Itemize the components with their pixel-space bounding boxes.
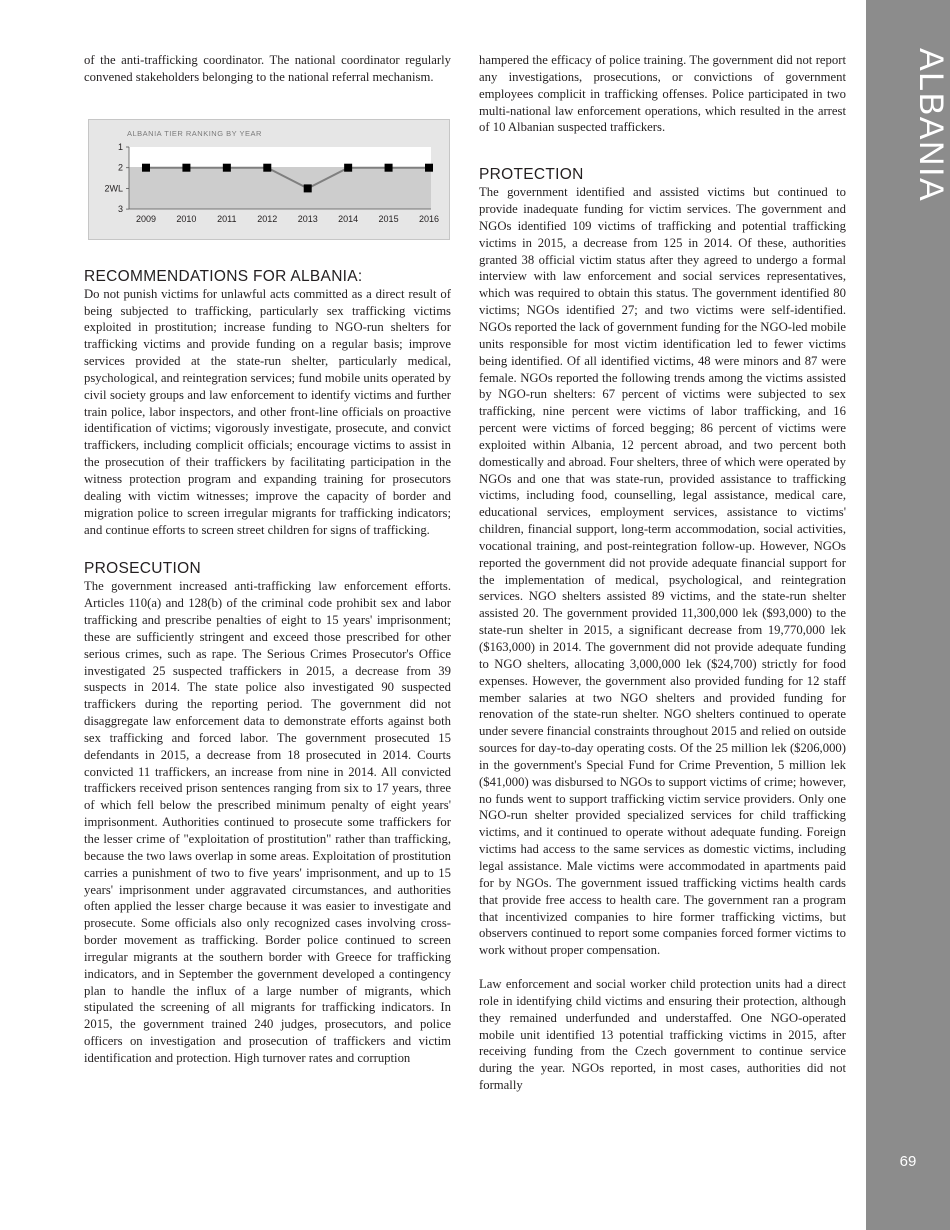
chart-x-tick-label: 2011: [217, 213, 237, 224]
chart-x-tick-label: 2012: [257, 213, 278, 224]
chart-x-tick-label: 2015: [378, 213, 399, 224]
chart-x-tick-label: 2010: [176, 213, 197, 224]
chart-y-tick-label: 2WL: [104, 183, 123, 194]
chart-marker: [344, 163, 352, 171]
chart-marker: [385, 163, 393, 171]
chart-y-tick-label: 1: [117, 141, 123, 152]
right-column: [479, 52, 846, 1094]
chart-x-tick-label: 2009: [135, 213, 157, 224]
continuation-paragraph: hampered the efficacy of police training. The government did not report any investigations, prosecutions, or convictions of government employees complicit in trafficking offenses. Police participated in two multi-national law enforcement operations, which resulted in the arrest of 10 Albanian suspected traffickers.: [479, 53, 846, 135]
chart-marker: [142, 163, 150, 171]
prosecution-heading: PROSECUTION: [84, 560, 201, 578]
page-number: 69: [899, 1153, 917, 1170]
country-tab-label: ALBANIA: [912, 48, 950, 203]
chart-title: ALBANIA TIER RANKING BY YEAR: [127, 128, 262, 138]
protection-paragraph-2: Law enforcement and social worker child protection units had a direct role in identifying child victims and ensuring their protection, although they remained underfunded and understaffed. One NGO-operated mobile unit identified 13 potential trafficking victims in 2015, after receiving funding from the Czech government to continue service during the year. NGOs reported, in most cases, authorities did not formally: [479, 977, 846, 1093]
chart-marker: [182, 163, 190, 171]
chart-x-tick-label: 2014: [338, 213, 359, 224]
tier-ranking-chart: [88, 119, 450, 240]
chart-marker: [263, 163, 271, 171]
country-tab: [878, 42, 950, 242]
recommendations-heading: RECOMMENDATIONS FOR ALBANIA:: [84, 267, 363, 285]
chart-x-ticks: [136, 214, 439, 224]
chart-x-tick-label: 2016: [418, 213, 440, 224]
recommendations-paragraph: Do not punish victims for unlawful acts committed as a direct result of being subjected to trafficking, particularly sex trafficking victims exploited in prostitution; increase funding to NGO-run shelters for trafficking victims and provide funding on a regular basis; improve services provided at the state-run shelter, particularly medical, psychological, and reintegration services; fund mobile units operated by civil society groups and law enforcement to identify victims and further train police, labor inspectors, and other front-line officials on proactive identification of victims; vigorously investigate, prosecute, and convict traffickers, including complicit officials; encourage victims to assist in the prosecution of their traffickers by facilitating participation in the witness protection program and expanding training for prosecutors dealing with victim witnesses; improve the capacity of border and migration police to screen irregular migrants for trafficking indicators; and continue efforts to screen street children for signs of trafficking.: [84, 286, 451, 537]
chart-band-2wl-to-3: [129, 188, 431, 209]
protection-heading: PROTECTION: [479, 166, 584, 184]
chart-y-tick-label: 2: [117, 162, 123, 173]
chart-marker: [223, 163, 231, 171]
tier-ranking-chart-svg: [89, 120, 451, 241]
chart-y-tick-label: 3: [117, 203, 123, 214]
intro-paragraph: of the anti-trafficking coordinator. The national coordinator regularly convened stakeholders belonging to the national referral mechanism.: [84, 53, 451, 84]
protection-paragraph-1: The government identified and assisted victims but continued to provide inadequate funding for victim services. The government and NGOs identified 109 victims of trafficking and potential trafficking victims in 2015, a decrease from 125 in 2014. Of these, authorities granted 38 official victim status after they agreed to undergo a formal interview with law enforcement and social services representatives, which was required to obtain this status. The government identified 80 victims; NGOs identified 27; and two victims were self-identified. NGOs reported the lack of government funding for the NGO-led mobile units responsible for most victim identification led to fewer victims being identified. Of all identified victims, 48 were minors and 87 were female. NGOs reported the following trends among the victims assisted by NGO-run shelters: 67 percent of victims were subjected to sex trafficking, nine percent were victims of labor trafficking, and 16 percent were victims of forced begging; 86 percent of victims were exploited within Albania, 12 percent abroad, and two percent both domestically and abroad. Four shelters, three of which were operated by NGOs and one that was state-run, provided assistance to trafficking victims, including food, counselling, legal assistance, medical care, educational services, employment services, assistance to victims' children, financial support, long-term accommodation, social activities, vocational training, and post-reintegration follow-up. However, NGOs reported the government did not provide adequate financial support for the implementation of medical, psychological, and reintegration services. NGO shelters assisted 89 victims, and the state-run shelter assisted 20. The government provided 11,300,000 lek ($93,000) to the state-run shelter in 2015, a significant decrease from 19,770,000 lek ($163,000) in 2014. The government did not provide adequate funding to NGO shelters, allocating 3,000,000 lek ($24,700) strictly for food expenses. However, the government also provided funding for 12 staff member salaries at two NGO shelters and provided funding for renovation of the state-run shelter. NGO shelters continued to operate under severe financial constraints throughout 2015 and relied on outside sources for day-to-day operating costs. Of the 25 million lek ($206,000) in the government's Special Fund for Crime Prevention, 5 million lek ($41,000) was disbursed to NGOs to support victims of crime; however, no funds went to support trafficking victim service providers. Only one NGO-run shelter provided specialized services for child trafficking victims, and it continued to operate without adequate funding. Foreign victims had access to the same services as domestic victims, including legal assistance. Male victims were accommodated in apartments paid for by NGOs. The government issued trafficking victims health cards that provide free access to health care. The government ran a program that incentivized companies to hire former trafficking victims, but observers continued to report some companies forced former victims to work without proper compensation.: [479, 185, 846, 958]
left-column: [84, 52, 451, 1067]
prosecution-paragraph: The government increased anti-trafficking law enforcement efforts. Articles 110(a) and 128(b) of the criminal code prohibit sex and labor trafficking and prescribe penalties of eight to 15 years' imprisonment; these are sufficiently stringent and exceed those prescribed for other serious crimes, such as rape. The Serious Crimes Prosecutor's Office investigated 25 suspected traffickers in 2015, a decrease from 39 suspects in 2014. The state police also investigated 90 suspected traffickers during the reporting period. The government did not disaggregate law enforcement data to demonstrate efforts against both sex trafficking and forced labor. The government prosecuted 15 defendants in 2015, a decrease from 18 prosecuted in 2014. Courts convicted 11 traffickers, an increase from nine in 2014. All convicted traffickers received prison sentences ranging from six to 17 years, three of which fell below the prescribed minimum penalty of eight years' imprisonment. Authorities continued to prosecute some traffickers for the lesser crime of "exploitation of prostitution" rather than trafficking, because the two laws overlap in some areas. Exploitation of prostitution carries a punishment of two to five years' imprisonment, and up to 15 years' imprisonment under aggravated circumstances, and authorities often applied the lesser charge because it was easier to investigate and prosecute. Some officials also only recognized cases involving cross-border movement as trafficking. Border police continued to screen irregular migrants at the southern border with Greece for trafficking indicators, and in September the government developed a contingency plan to handle the influx of a large number of migrants, which stipulated the screening of all migrants for trafficking indicators. In 2015, the government trained 240 judges, prosecutors, and police officers on investigation and prosecution of traffickers and victim identification and protection. High turnover rates and corruption: [84, 579, 451, 1065]
chart-x-tick-label: 2013: [297, 213, 318, 224]
country-tab-svg: [878, 42, 950, 242]
chart-y-ticks: [104, 142, 129, 214]
chart-marker: [425, 163, 433, 171]
chart-marker: [304, 184, 312, 192]
